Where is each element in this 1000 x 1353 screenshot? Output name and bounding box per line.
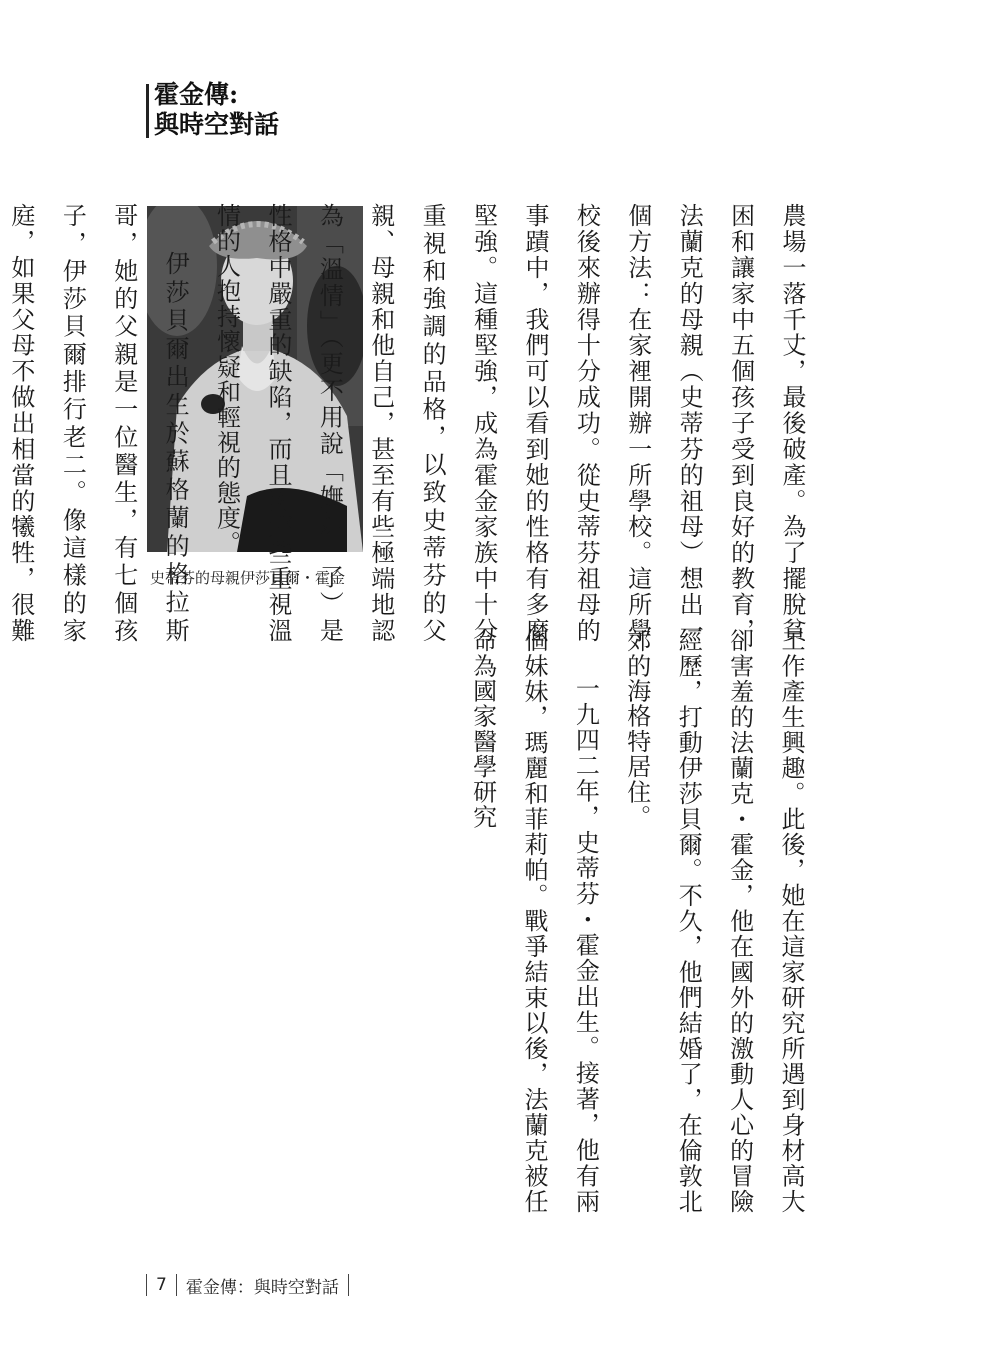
footer-divider [176,1274,177,1296]
page-footer [146,1274,358,1296]
header-title-line2: 與時空對話 [154,110,280,139]
body-text-upper [0,203,817,643]
paragraph: 工作產生興趣。此後，她在這家研究所遇到身材高大卻害羞的法蘭克・霍金，他在國外的激動人心的冒險經歷，打動伊莎貝爾。不久，他們結婚了，在倫敦北郊的海格特居住。 [622,628,805,1214]
footer-divider [348,1274,349,1296]
body-text-lower [456,628,816,1214]
footer-book-title: 霍金傳：與時空對話 [185,1277,339,1298]
paragraph: 伊莎貝爾出生於蘇格蘭的格拉斯哥，她的父親是一位醫生，有七個孩子，伊莎貝爾排行老二。像這樣的家庭，如果父母不做出相當的犧牲，很難 [6,203,190,643]
running-header [154,80,279,140]
footer-divider [146,1274,147,1296]
paragraph: 農場一落千丈，最後破產。為了擺脫貧困和讓家中五個孩子受到良好的教育，法蘭克的母親（史蒂芬的祖母）想出一個方法：在家裡開辦一所學校。這所學校後來辦得十分成功。從史蒂芬祖母的事蹟中，我們可以看到她的性格有多麼堅強。這種堅強，成為霍金家族中十分重視和強調的品格，以致史蒂芬的父親、母親和他自己，甚至有些極端地認為「溫情」（更不用說「嫵媚」了）是性格中嚴重的缺陷，而且對那些重視溫情的人抱持懷疑和輕視的態度。 [212,203,806,643]
header-title-line1: 霍金傳: [154,80,239,109]
page-number: 7 [156,1275,167,1295]
header-rule [146,84,149,138]
photo-caption: 史蒂芬的母親伊莎貝爾・霍金 [150,569,346,587]
paragraph: 一九四二年，史蒂芬・霍金出生。接著，他有兩個妹妹，瑪麗和菲莉帕。戰爭結束以後，法蘭克被任命為國家醫學研究 [468,628,600,1214]
